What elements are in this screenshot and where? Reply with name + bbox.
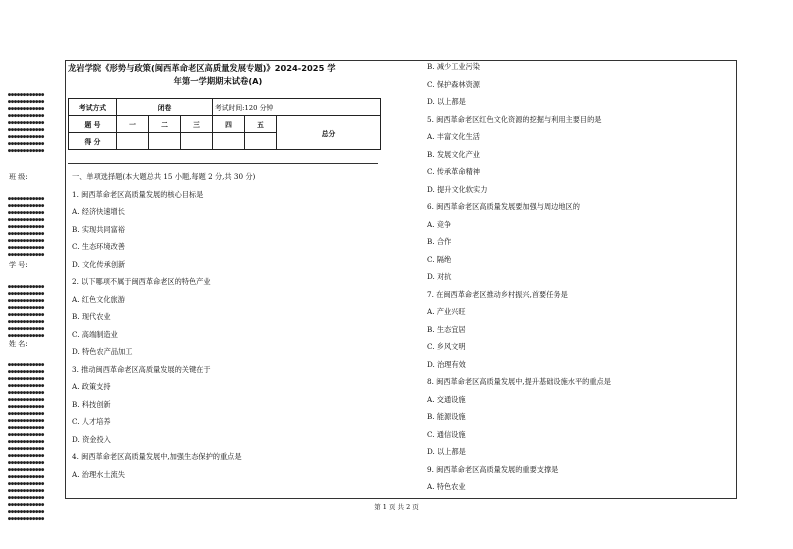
- question: 3. 推动闽西革命老区高质量发展的关键在于: [72, 364, 211, 374]
- section-5: 五: [245, 116, 277, 133]
- option: D. 以上都是: [427, 97, 466, 106]
- left-column: [72, 171, 392, 486]
- option: A. 交通设施: [427, 394, 466, 404]
- seal-dots: ●●●●●●●●●●●● ●●●●●●●●●●●● ●●●●●●●●●●●● ●●●●●●●●●●●● ●●●●●●●●●●●● ●●●●●●●●●●●● ●●●●●●●●●●●● ●●●●●●●●●●●● ●●●●●●●●●●●●: [8, 196, 45, 258]
- option: B. 合作: [427, 237, 452, 246]
- question: 9. 闽西革命老区高质量发展的重要支撑是: [427, 464, 559, 474]
- page-footer: 第 1 页 共 2 页: [374, 503, 419, 511]
- section-2: 二: [149, 116, 181, 133]
- question-no-label: 题 号: [69, 116, 117, 133]
- option: D. 对抗: [427, 272, 452, 281]
- score-cell[interactable]: [213, 133, 245, 150]
- option: A. 红色文化旅游: [72, 294, 125, 304]
- option: A. 经济快速增长: [72, 207, 125, 216]
- option: A. 竞争: [427, 219, 452, 229]
- option: D. 以上都是: [427, 447, 466, 456]
- name-label: 姓 名:: [9, 340, 28, 348]
- question: 7. 在闽西革命老区推动乡村振兴,首要任务是: [427, 289, 568, 299]
- option: D. 提升文化软实力: [427, 184, 488, 194]
- exam-title: [68, 62, 388, 88]
- seal-dots: ●●●●●●●●●●●● ●●●●●●●●●●●● ●●●●●●●●●●●● ●●●●●●●●●●●● ●●●●●●●●●●●● ●●●●●●●●●●●● ●●●●●●●●●●●● ●●●●●●●●●●●● ●●●●●●●●●●●● ●●●●●●●●●●●● ●●●●●●●●●●●● ●●●●●●●●●●●● ●●●●●●●●●●●● ●●●●●●●●●●●● ●●●●●●●●●●●● ●●●●●●●●●●●● ●●●●●●●●●●●● ●●●●●●●●●●●● ●●●●●●●●●●●● ●●●●●●●●●●●● ●●●●●●●●●●●● ●●●●●●●●●●●● ●●●●●●●●●●●●: [8, 362, 45, 522]
- option: B. 现代农业: [72, 312, 111, 321]
- option: B. 生态宜居: [427, 324, 466, 334]
- seal-dots: ●●●●●●●●●●●● ●●●●●●●●●●●● ●●●●●●●●●●●● ●●●●●●●●●●●● ●●●●●●●●●●●● ●●●●●●●●●●●● ●●●●●●●●●●●● ●●●●●●●●●●●●: [8, 284, 45, 339]
- exam-title-line2: 年第一学期期末试卷(A): [173, 76, 263, 86]
- option: A. 特色农业: [427, 482, 466, 491]
- option: C. 传承革命精神: [427, 167, 480, 176]
- option: C. 人才培养: [72, 417, 111, 426]
- total-label: 总分: [277, 116, 381, 150]
- question: 8. 闽西革命老区高质量发展中,提升基础设施水平的重点是: [427, 377, 611, 386]
- question: 1. 闽西革命老区高质量发展的核心目标是: [72, 189, 204, 199]
- score-table: [68, 98, 381, 150]
- question: 4. 闽西革命老区高质量发展中,加强生态保护的重点是: [72, 452, 242, 461]
- score-cell[interactable]: [149, 133, 181, 150]
- question: 6. 闽西革命老区高质量发展要加强与周边地区的: [427, 202, 580, 211]
- option: A. 丰富文化生活: [427, 132, 480, 141]
- score-cell[interactable]: [245, 133, 277, 150]
- exam-mode-value: 闭卷: [117, 99, 213, 116]
- option: C. 隔绝: [427, 254, 452, 264]
- score-label: 得 分: [69, 133, 117, 150]
- option: B. 减少工业污染: [427, 62, 480, 71]
- option: C. 乡风文明: [427, 342, 466, 351]
- option: A. 产业兴旺: [427, 307, 466, 316]
- question: 5. 闽西革命老区红色文化资源的挖掘与利用主要目的是: [427, 114, 602, 124]
- option: D. 资金投入: [72, 434, 111, 444]
- section-heading: 一、单项选择题(本大题总共 15 小题,每题 2 分,共 30 分): [72, 172, 256, 181]
- section-4: 四: [213, 116, 245, 133]
- option: D. 文化传承创新: [72, 259, 126, 269]
- class-label: 班 级:: [9, 173, 28, 181]
- student-id-label: 学 号:: [9, 261, 28, 269]
- option: B. 科技创新: [72, 399, 111, 409]
- option: B. 能源设施: [427, 412, 466, 421]
- right-column: [427, 61, 727, 499]
- option: B. 实现共同富裕: [72, 224, 125, 234]
- option: A. 政策支持: [72, 382, 111, 391]
- section-divider: [68, 163, 378, 164]
- section-3: 三: [181, 116, 213, 133]
- section-1: 一: [117, 116, 149, 133]
- option: B. 发展文化产业: [427, 149, 480, 159]
- option: A. 治理水土流失: [72, 469, 125, 479]
- option: C. 生态环境改善: [72, 242, 125, 251]
- question: 2. 以下哪项不属于闽西革命老区的特色产业: [72, 277, 211, 286]
- option: C. 保护森林资源: [427, 79, 480, 89]
- binding-margin: [8, 90, 58, 530]
- exam-title-line1: 龙岩学院《形势与政策(闽西革命老区高质量发展专题)》2024-2025 学: [68, 63, 336, 73]
- score-cell[interactable]: [181, 133, 213, 150]
- exam-mode-label: 考试方式: [69, 99, 117, 116]
- seal-dots: ●●●●●●●●●●●● ●●●●●●●●●●●● ●●●●●●●●●●●● ●●●●●●●●●●●● ●●●●●●●●●●●● ●●●●●●●●●●●● ●●●●●●●●●●●● ●●●●●●●●●●●● ●●●●●●●●●●●●: [8, 92, 45, 154]
- option: C. 高端制造业: [72, 329, 118, 339]
- score-cell[interactable]: [117, 133, 149, 150]
- option: D. 特色农产品加工: [72, 347, 133, 356]
- exam-time: 考试时间:120 分钟: [213, 99, 381, 116]
- option: C. 通信设施: [427, 429, 466, 439]
- option: D. 治理有效: [427, 359, 466, 369]
